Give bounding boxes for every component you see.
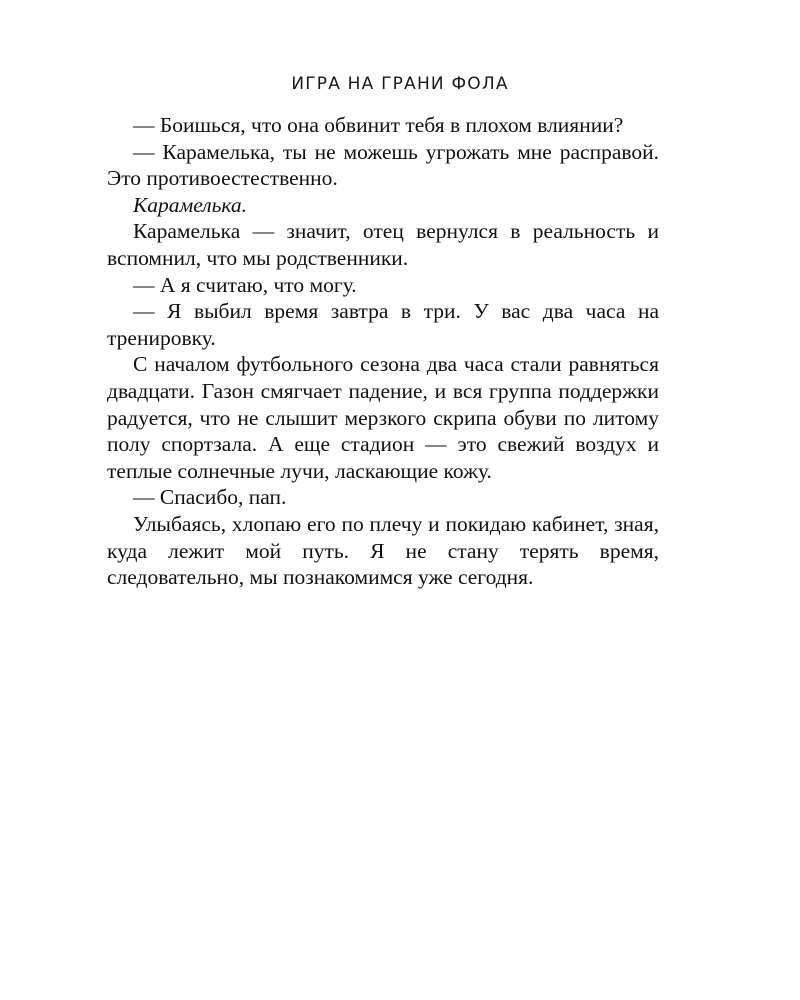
paragraph: — Спасибо, пап. — [133, 485, 287, 510]
paragraph: Карамелька — значит, отец вернулся в реальность и вспомнил, что мы родственники. — [107, 219, 659, 270]
paragraph: Улыбаясь, хлопаю его по плечу и покидаю кабинет, зная, куда лежит мой путь. Я не стану терять время, следовательно, мы познакомимся уже сегодня. — [107, 511, 659, 590]
paragraph: — Карамелька, ты не можешь угрожать мне расправой. Это противоестественно. — [107, 139, 659, 191]
paragraph: С началом футбольного сезона два часа стали равняться двадцати. Газон смягчает падение, и вся группа поддержки радуется, что не слышит мерзкого скрипа обуви по литому полу спортзала. А еще стадион — это свежий воздух и теплые солнечные лучи, ласкающие кожу. — [107, 352, 659, 483]
body-text — [107, 112, 659, 591]
running-head: ИГРА НА ГРАНИ ФОЛА — [291, 74, 509, 94]
paragraph: — Боишься, что она обвинит тебя в плохом влиянии? — [133, 113, 624, 137]
paragraph-italic: Карамелька. — [133, 192, 248, 217]
paragraph: — Я выбил время завтра в три. У вас два часа на тренировку. — [107, 299, 659, 350]
paragraph: — А я считаю, что могу. — [133, 272, 357, 297]
